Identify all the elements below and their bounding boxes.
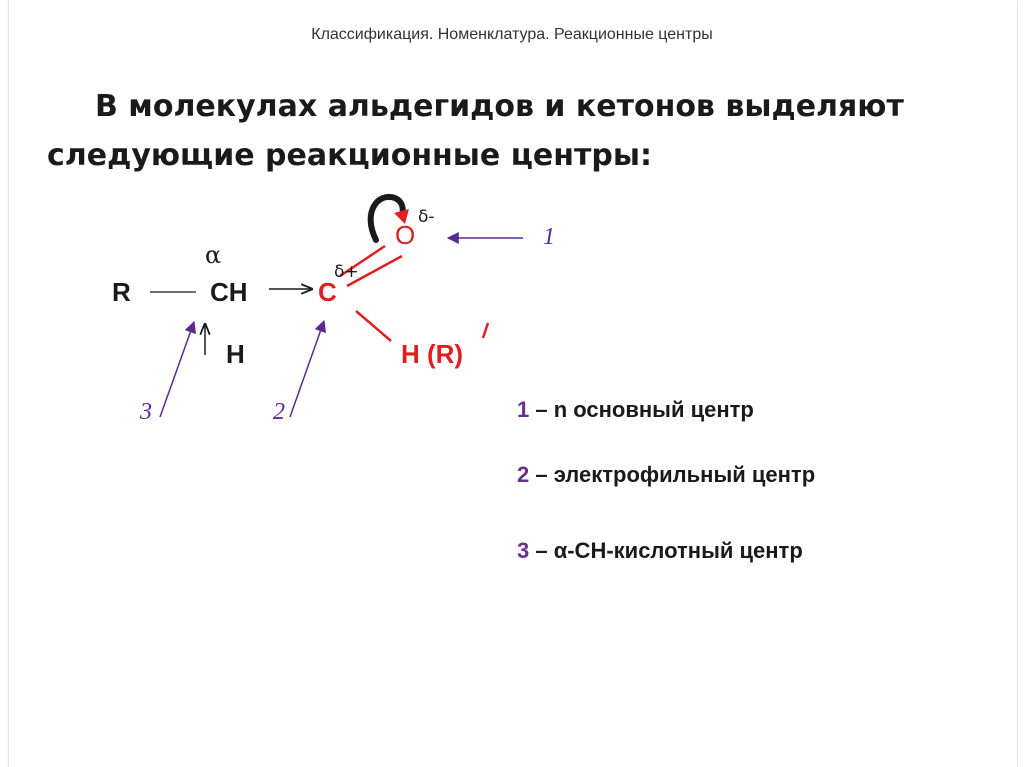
heading-line-2: следующие реакционные центры: xyxy=(47,138,652,173)
legend-number: 3 xyxy=(517,538,530,563)
pointer-1-label: 1 xyxy=(543,224,555,250)
legend-number: 1 xyxy=(517,397,530,422)
legend-text: – n основный центр xyxy=(529,397,754,422)
delta-plus-label: δ+ xyxy=(334,262,359,282)
pointer-2-arrow xyxy=(290,321,324,417)
legend-number: 2 xyxy=(517,462,530,487)
atom-hr: H (R) xyxy=(401,339,464,369)
pointer-3-arrow xyxy=(160,322,194,417)
atom-h: H xyxy=(226,339,245,369)
atom-r: R xyxy=(112,277,131,307)
legend-text: – α-CH-кислотный центр xyxy=(529,538,803,563)
bond-c-hr xyxy=(356,311,391,341)
heading-line-1: В молекулах альдегидов и кетонов выделяют xyxy=(95,89,904,124)
legend-item-2 xyxy=(517,462,815,488)
slide-header: Классификация. Номенклатура. Реакционные центры xyxy=(311,26,713,43)
legend-text: – электрофильный центр xyxy=(529,462,816,487)
pointer-2-label: 2 xyxy=(273,399,285,425)
bond-stub xyxy=(483,323,488,338)
legend-item-1 xyxy=(517,397,754,423)
delta-minus-label: δ- xyxy=(418,207,435,227)
atom-ch: CH xyxy=(210,277,248,307)
atom-c: C xyxy=(318,277,337,307)
legend-item-3 xyxy=(517,538,803,564)
pointer-3-label: 3 xyxy=(140,399,152,425)
alpha-label: α xyxy=(205,241,222,269)
atom-o: O xyxy=(395,220,416,250)
